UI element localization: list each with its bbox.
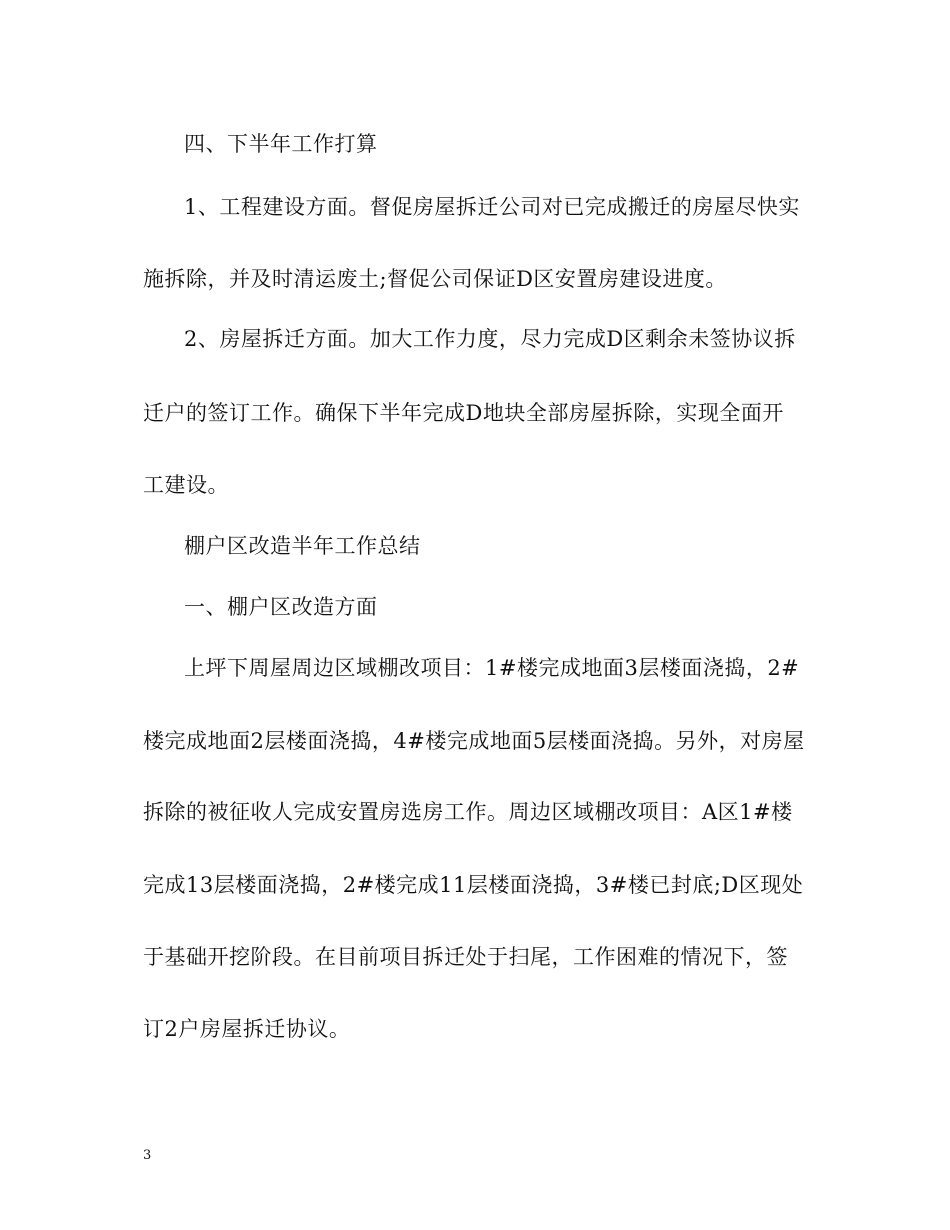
paragraph-line: 施拆除，并及时清运废土;督促公司保证D区安置房建设进度。 [143,267,727,291]
paragraph-line: 迁户的签订工作。确保下半年完成D地块全部房屋拆除，实现全面开 [143,401,784,425]
paragraph-line: 订2户房屋拆迁协议。 [143,1017,351,1041]
page-number: 3 [143,1148,152,1163]
paragraph-line: 2、房屋拆迁方面。加大工作力度，尽力完成D区剩余未签协议拆 [184,327,796,351]
heading-second-half-plan: 四、下半年工作打算 [184,132,378,156]
paragraph-line: 工建设。 [143,473,229,497]
paragraph-line: 1、工程建设方面。督促房屋拆迁公司对已完成搬迁的房屋尽快实 [184,195,800,219]
paragraph-line: 于基础开挖阶段。在目前项目拆迁处于扫尾，工作困难的情况下，签 [143,945,788,969]
paragraph-line: 上坪下周屋周边区域棚改项目：1#楼完成地面3层楼面浇捣，2# [184,656,800,680]
paragraph-line: 拆除的被征收人完成安置房选房工作。周边区域棚改项目：A区1#楼 [143,800,793,824]
section-title: 棚户区改造半年工作总结 [184,534,421,558]
paragraph-line: 楼完成地面2层楼面浇捣，4#楼完成地面5层楼面浇捣。另外，对房屋 [143,729,805,753]
heading-shantytown-renovation: 一、棚户区改造方面 [184,595,378,619]
paragraph-line: 完成13层楼面浇捣，2#楼完成11层楼面浇捣，3#楼已封底;D区现处 [143,873,804,897]
